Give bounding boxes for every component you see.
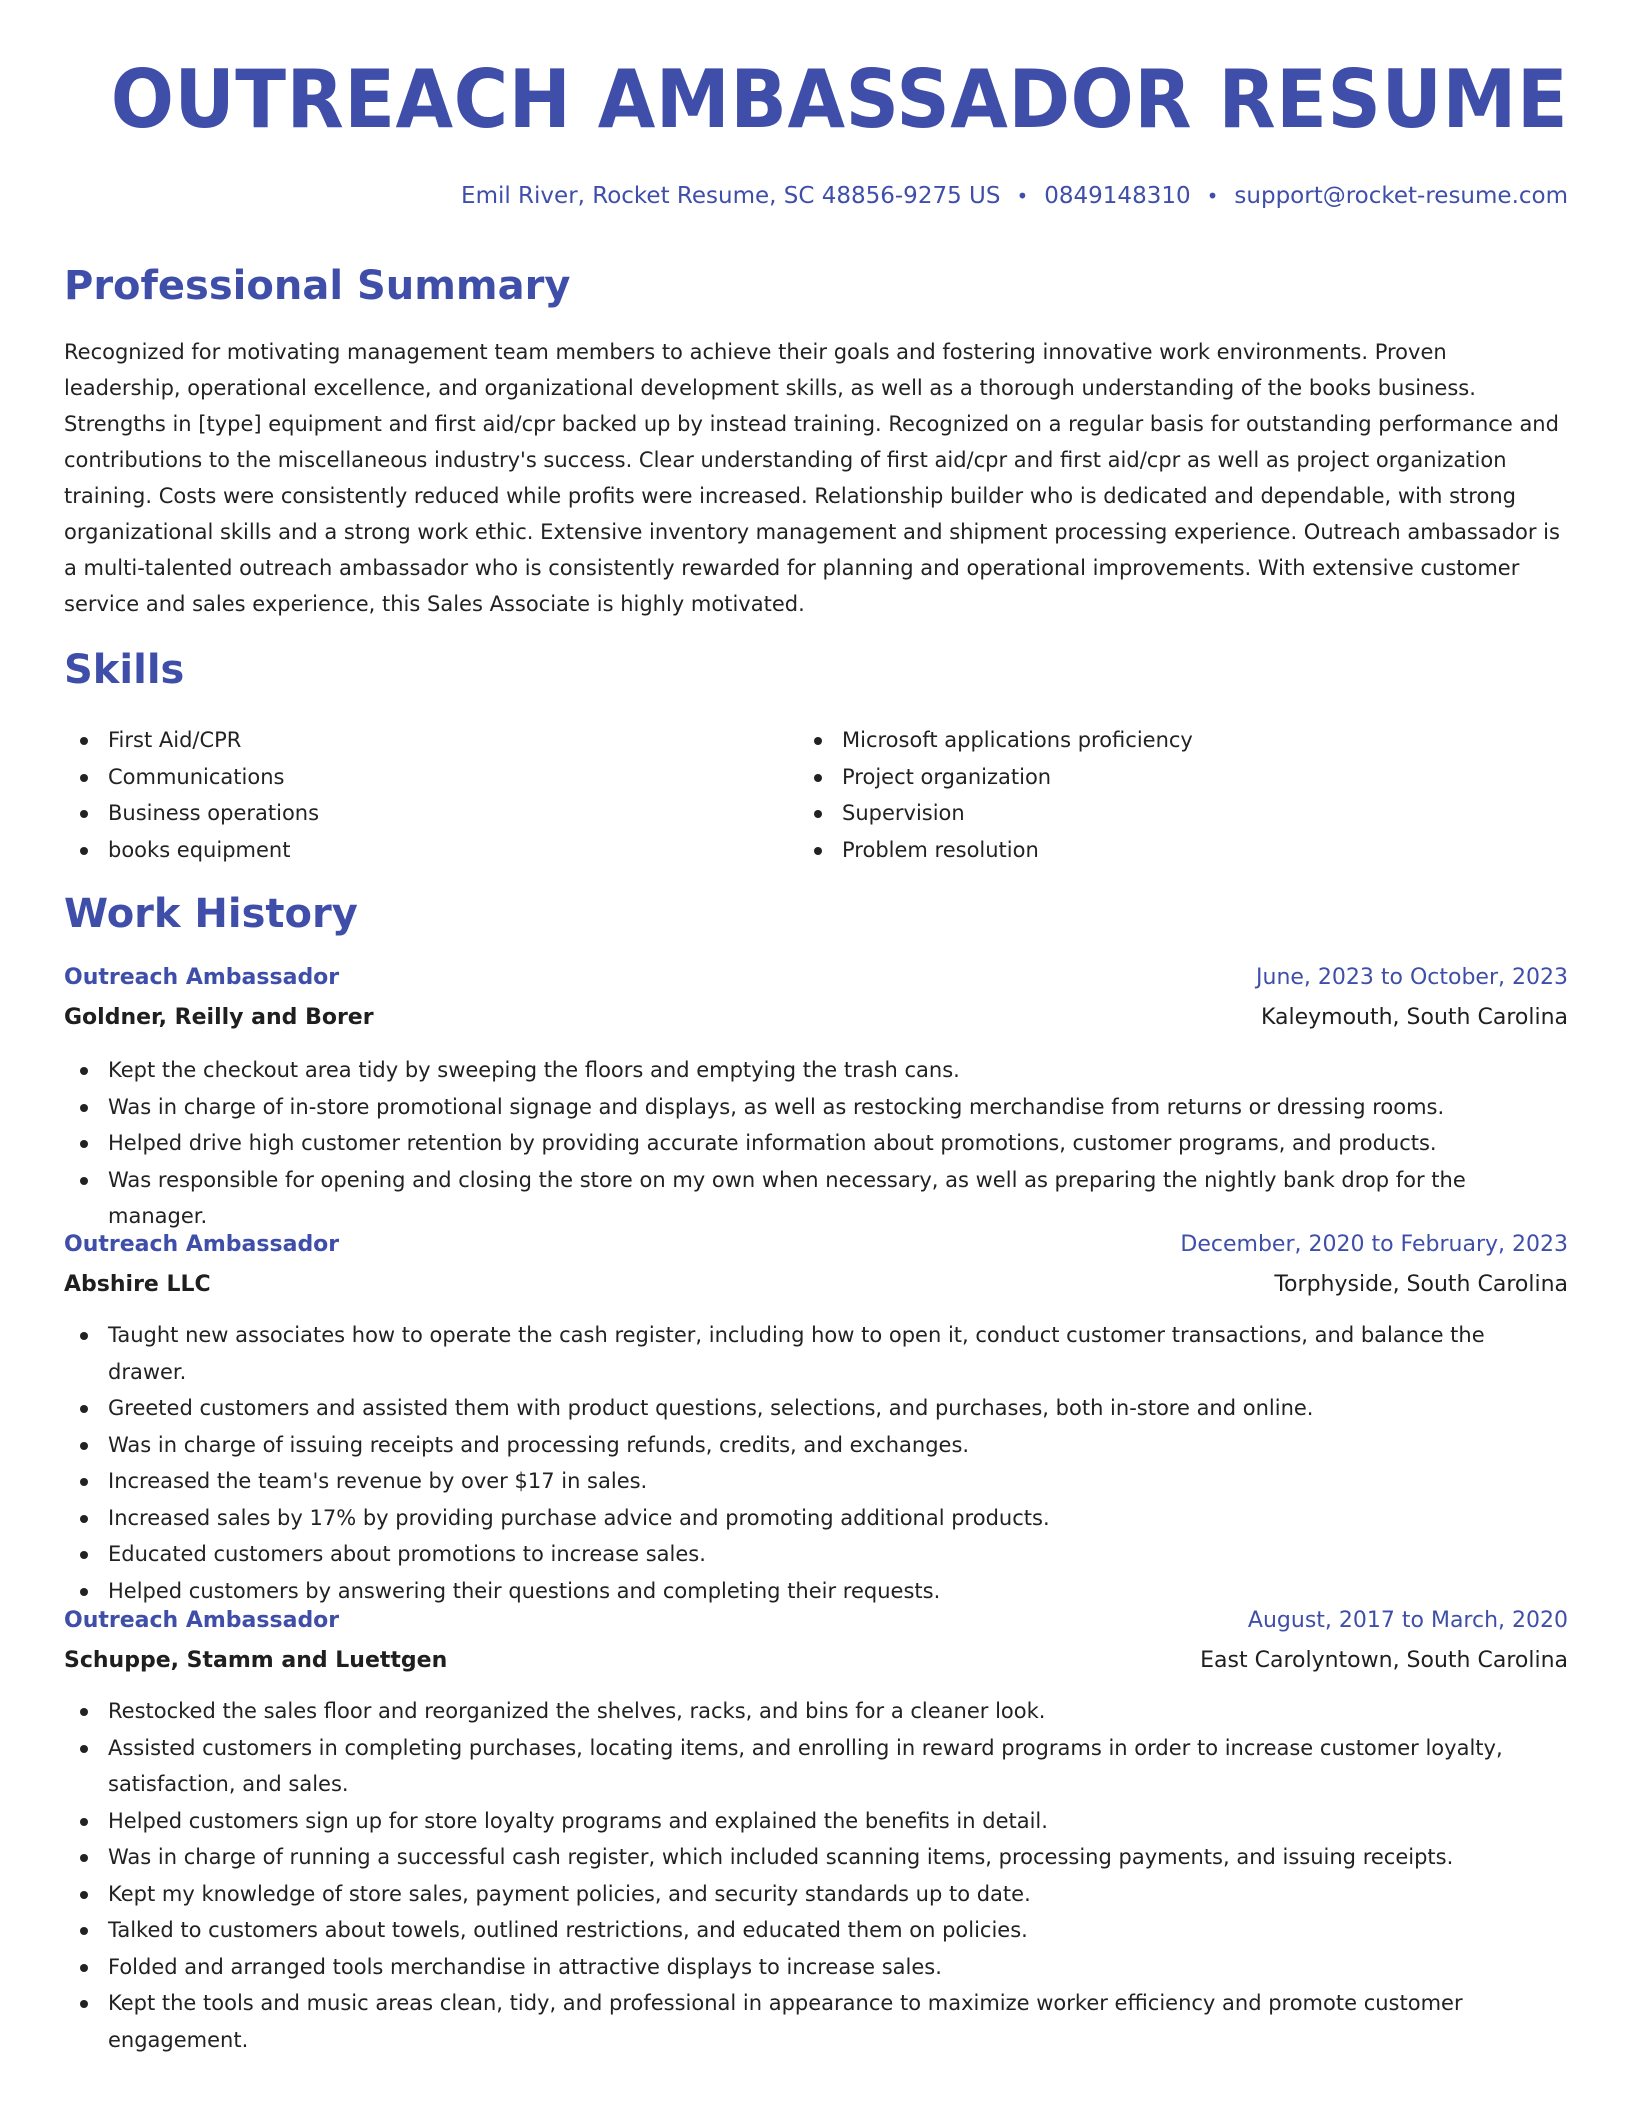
job-bullet: Restocked the sales floor and reorganized the shelves, racks, and bins for a cleaner look. — [64, 1693, 1568, 1730]
job-bullet: Kept the checkout area tidy by sweeping the floors and emptying the trash cans. — [64, 1052, 1568, 1089]
job-bullets — [64, 1052, 1568, 1235]
summary-text: Recognized for motivating management team members to achieve their goals and fostering innovative work environments. Proven leadership, operational excellence, and organizational development skills, as well as a thorough understanding of the books business. Strengths in [type] equipment and first aid/cpr backed up by instead training. Recognized on a regular basis for outstanding performance and contributions to the miscellaneous industry's success. Clear understanding of first aid/cpr and first aid/cpr as well as project organization training. Costs were consistently reduced while profits were increased. Relationship builder who is dedicated and dependable, with strong organizational skills and a strong work ethic. Extensive inventory management and shipment processing experience. Outreach ambassador is a multi-talented outreach ambassador who is consistently rewarded for planning and operational improvements. With extensive customer service and sales experience, this Sales Associate is highly motivated. — [64, 340, 1560, 616]
job-bullet: Was responsible for opening and closing the store on my own when necessary, as well as preparing the nightly bank drop for the manager. — [64, 1162, 1568, 1235]
job-bullet: Assisted customers in completing purchases, locating items, and enrolling in reward programs in order to increase customer loyalty, satisfaction, and sales. — [64, 1730, 1568, 1803]
job-bullets — [64, 1317, 1568, 1609]
work-history-heading: Work History — [64, 891, 358, 937]
skill-item: Supervision — [798, 795, 1193, 832]
contact-separator: • — [1016, 184, 1029, 208]
job-bullet: Increased sales by 17% by providing purchase advice and promoting additional products. — [64, 1500, 1568, 1537]
job-header — [64, 961, 1568, 1041]
job-dates: August, 2017 to March, 2020 — [1247, 1608, 1568, 1633]
job-dates: December, 2020 to February, 2023 — [1180, 1232, 1568, 1257]
job-company: Goldner, Reilly and Borer — [64, 1005, 374, 1030]
job-company: Abshire LLC — [64, 1272, 211, 1297]
job-header — [64, 1228, 1568, 1308]
skills-list-left — [64, 722, 319, 868]
job-location: Torphyside, South Carolina — [1274, 1272, 1568, 1297]
job-bullet: Folded and arranged tools merchandise in attractive displays to increase sales. — [64, 1949, 1568, 1986]
job-bullet: Kept the tools and music areas clean, tidy, and professional in appearance to maximize worker efficiency and promote customer engagement. — [64, 1985, 1568, 2058]
skill-item: Problem resolution — [798, 832, 1193, 869]
job-location: East Carolyntown, South Carolina — [1200, 1648, 1568, 1673]
resume-title: OUTREACH AMBASSADOR RESUME — [110, 53, 1568, 146]
job-company: Schuppe, Stamm and Luettgen — [64, 1648, 448, 1673]
contact-email: support@rocket-resume.com — [1234, 183, 1568, 209]
job-bullet: Helped customers sign up for store loyalty programs and explained the benefits in detail. — [64, 1803, 1568, 1840]
job-bullet: Increased the team's revenue by over $17 in sales. — [64, 1463, 1568, 1500]
skill-item: Business operations — [64, 795, 319, 832]
job-bullet: Helped customers by answering their questions and completing their requests. — [64, 1573, 1568, 1610]
job-title: Outreach Ambassador — [64, 1232, 340, 1257]
job-bullet: Was in charge of in-store promotional signage and displays, as well as restocking merchandise from returns or dressing rooms. — [64, 1089, 1568, 1126]
job-bullet: Educated customers about promotions to increase sales. — [64, 1536, 1568, 1573]
job-bullet: Taught new associates how to operate the cash register, including how to open it, conduct customer transactions, and balance the drawer. — [64, 1317, 1568, 1390]
skill-item: Communications — [64, 759, 319, 796]
skill-item: Project organization — [798, 759, 1193, 796]
job-bullet: Was in charge of issuing receipts and processing refunds, credits, and exchanges. — [64, 1427, 1568, 1464]
contact-phone: 0849148310 — [1044, 183, 1191, 209]
summary-heading: Professional Summary — [64, 263, 571, 309]
job-dates: June, 2023 to October, 2023 — [1256, 965, 1568, 990]
job-header — [64, 1604, 1568, 1684]
job-bullets — [64, 1693, 1568, 2058]
contact-separator: • — [1206, 184, 1219, 208]
job-bullet: Talked to customers about towels, outlined restrictions, and educated them on policies. — [64, 1912, 1568, 1949]
job-title: Outreach Ambassador — [64, 965, 340, 990]
resume-page — [64, 0, 1568, 2112]
job-title: Outreach Ambassador — [64, 1608, 340, 1633]
job-bullet: Helped drive high customer retention by providing accurate information about promotions, customer programs, and products. — [64, 1125, 1568, 1162]
contact-address: Emil River, Rocket Resume, SC 48856-9275 US — [461, 183, 1001, 209]
skill-item: books equipment — [64, 832, 319, 869]
job-bullet: Greeted customers and assisted them with product questions, selections, and purchases, both in-store and online. — [64, 1390, 1568, 1427]
job-location: Kaleymouth, South Carolina — [1260, 1005, 1568, 1030]
job-bullet: Kept my knowledge of store sales, payment policies, and security standards up to date. — [64, 1876, 1568, 1913]
skill-item: Microsoft applications proficiency — [798, 722, 1193, 759]
job-bullet: Was in charge of running a successful cash register, which included scanning items, processing payments, and issuing receipts. — [64, 1839, 1568, 1876]
skills-list-right — [798, 722, 1193, 868]
skill-item: First Aid/CPR — [64, 722, 319, 759]
skills-heading: Skills — [64, 647, 185, 693]
contact-line — [461, 180, 1568, 212]
